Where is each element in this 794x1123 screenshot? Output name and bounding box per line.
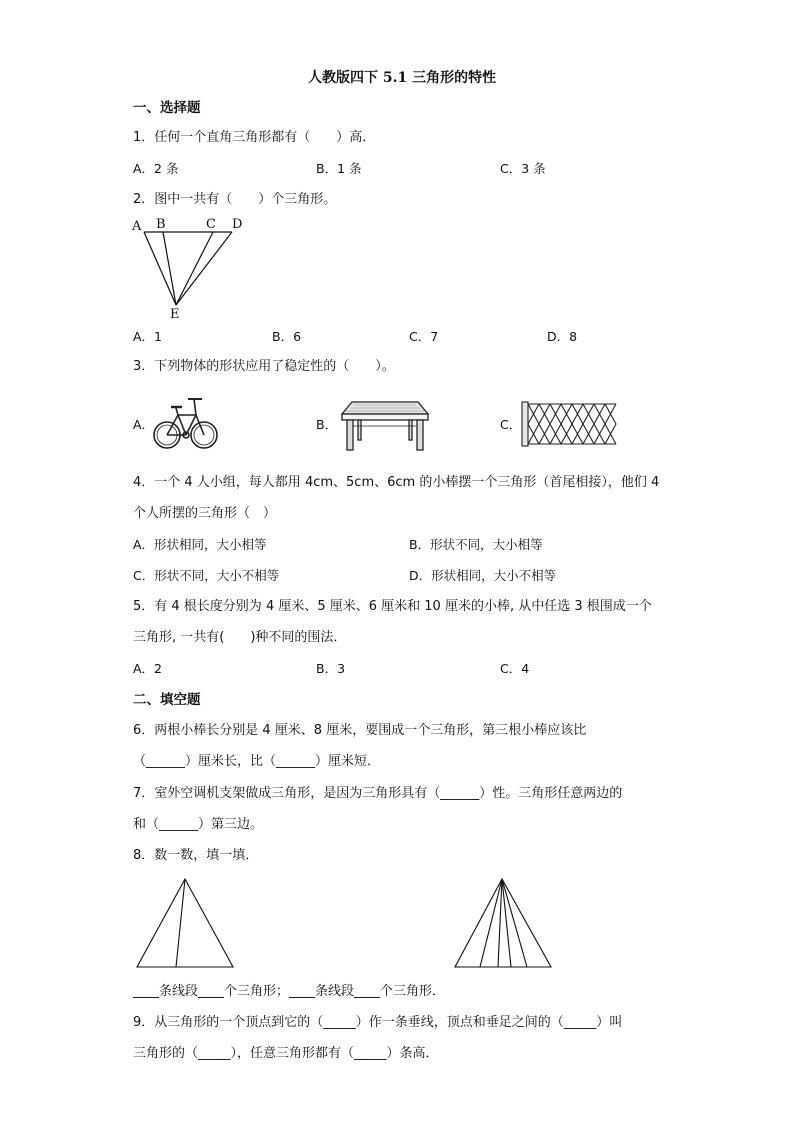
folding-gate-icon bbox=[520, 398, 622, 450]
question-6-line-1: 6．两根小棒长分别是 4 厘米、8 厘米，要围成一个三角形，第三根小棒应该比 bbox=[133, 723, 587, 738]
question-2-option-b[interactable]: B．6 bbox=[272, 329, 302, 344]
question-3-stem: 3．下列物体的形状应用了稳定性的（ ）。 bbox=[133, 359, 395, 374]
bicycle-icon bbox=[152, 389, 218, 455]
question-2-stem: 2．图中一共有（ ）个三角形。 bbox=[133, 192, 337, 207]
section-heading-choice: 一、选择题 bbox=[133, 100, 201, 116]
question-7-line-1: 7．室外空调机支架做成三角形，是因为三角形具有（______）性。三角形任意两边的 bbox=[133, 786, 623, 801]
point-label-b: B bbox=[156, 217, 166, 232]
question-2-figure bbox=[128, 214, 258, 324]
question-4-option-d[interactable]: D．形状相同，大小不相等 bbox=[409, 568, 557, 583]
question-5-option-c[interactable]: C．4 bbox=[500, 661, 530, 676]
question-2-option-c[interactable]: C．7 bbox=[409, 329, 439, 344]
table-icon bbox=[340, 396, 430, 454]
question-3-option-a[interactable]: A． bbox=[133, 417, 155, 432]
question-6-line-2: （______）厘米长，比（______）厘米短． bbox=[133, 754, 381, 769]
question-1-option-b[interactable]: B．1 条 bbox=[316, 161, 362, 176]
question-1-option-a[interactable]: A．2 条 bbox=[133, 161, 179, 176]
question-5-option-b[interactable]: B．3 bbox=[316, 661, 346, 676]
question-8-figure-left bbox=[134, 876, 238, 972]
section-heading-fill-in: 二、填空题 bbox=[133, 692, 201, 708]
question-9-line-2: 三角形的（_____），任意三角形都有（_____）条高． bbox=[133, 1046, 439, 1061]
point-label-d: D bbox=[232, 217, 243, 232]
point-label-e: E bbox=[170, 307, 180, 322]
question-2-option-d[interactable]: D．8 bbox=[547, 329, 578, 344]
question-4-option-c[interactable]: C．形状不同，大小不相等 bbox=[133, 568, 280, 583]
point-label-c: C bbox=[206, 217, 216, 232]
question-3-option-c[interactable]: C． bbox=[500, 417, 522, 432]
question-4-stem-line-2: 个人所摆的三角形（ ） bbox=[133, 506, 277, 521]
question-8-figure-right bbox=[452, 876, 556, 972]
point-label-a: A bbox=[132, 219, 142, 234]
page-title: 人教版四下 5.1 三角形的特性 bbox=[308, 70, 497, 86]
question-8-stem: 8．数一数，填一填． bbox=[133, 848, 259, 863]
question-4-stem-line-1: 4．一个 4 人小组，每人都用 4cm、5cm、6cm 的小棒摆一个三角形（首尾相接），他们 4 bbox=[133, 475, 660, 490]
question-1-option-c[interactable]: C．3 条 bbox=[500, 161, 546, 176]
question-1-stem: 1．任何一个直角三角形都有（ ）高． bbox=[133, 130, 376, 145]
question-3-option-b[interactable]: B． bbox=[316, 417, 338, 432]
question-5-stem-line-2: 三角形, 一共有( )种不同的围法． bbox=[133, 630, 347, 645]
question-7-line-2: 和（______）第三边。 bbox=[133, 817, 264, 832]
question-8-answer-line: ____条线段____个三角形；____条线段____个三角形． bbox=[133, 984, 446, 999]
question-2-option-a[interactable]: A．1 bbox=[133, 329, 163, 344]
question-4-option-b[interactable]: B．形状不同，大小相等 bbox=[409, 537, 543, 552]
question-5-option-a[interactable]: A．2 bbox=[133, 661, 163, 676]
question-5-stem-line-1: 5．有 4 根长度分别为 4 厘米、5 厘米、6 厘米和 10 厘米的小棒, 从中任选 3 根围成一个 bbox=[133, 599, 652, 614]
question-4-option-a[interactable]: A．形状相同，大小相等 bbox=[133, 537, 267, 552]
question-9-line-1: 9．从三角形的一个顶点到它的（_____）作一条垂线，顶点和垂足之间的（_____）叫 bbox=[133, 1015, 623, 1030]
